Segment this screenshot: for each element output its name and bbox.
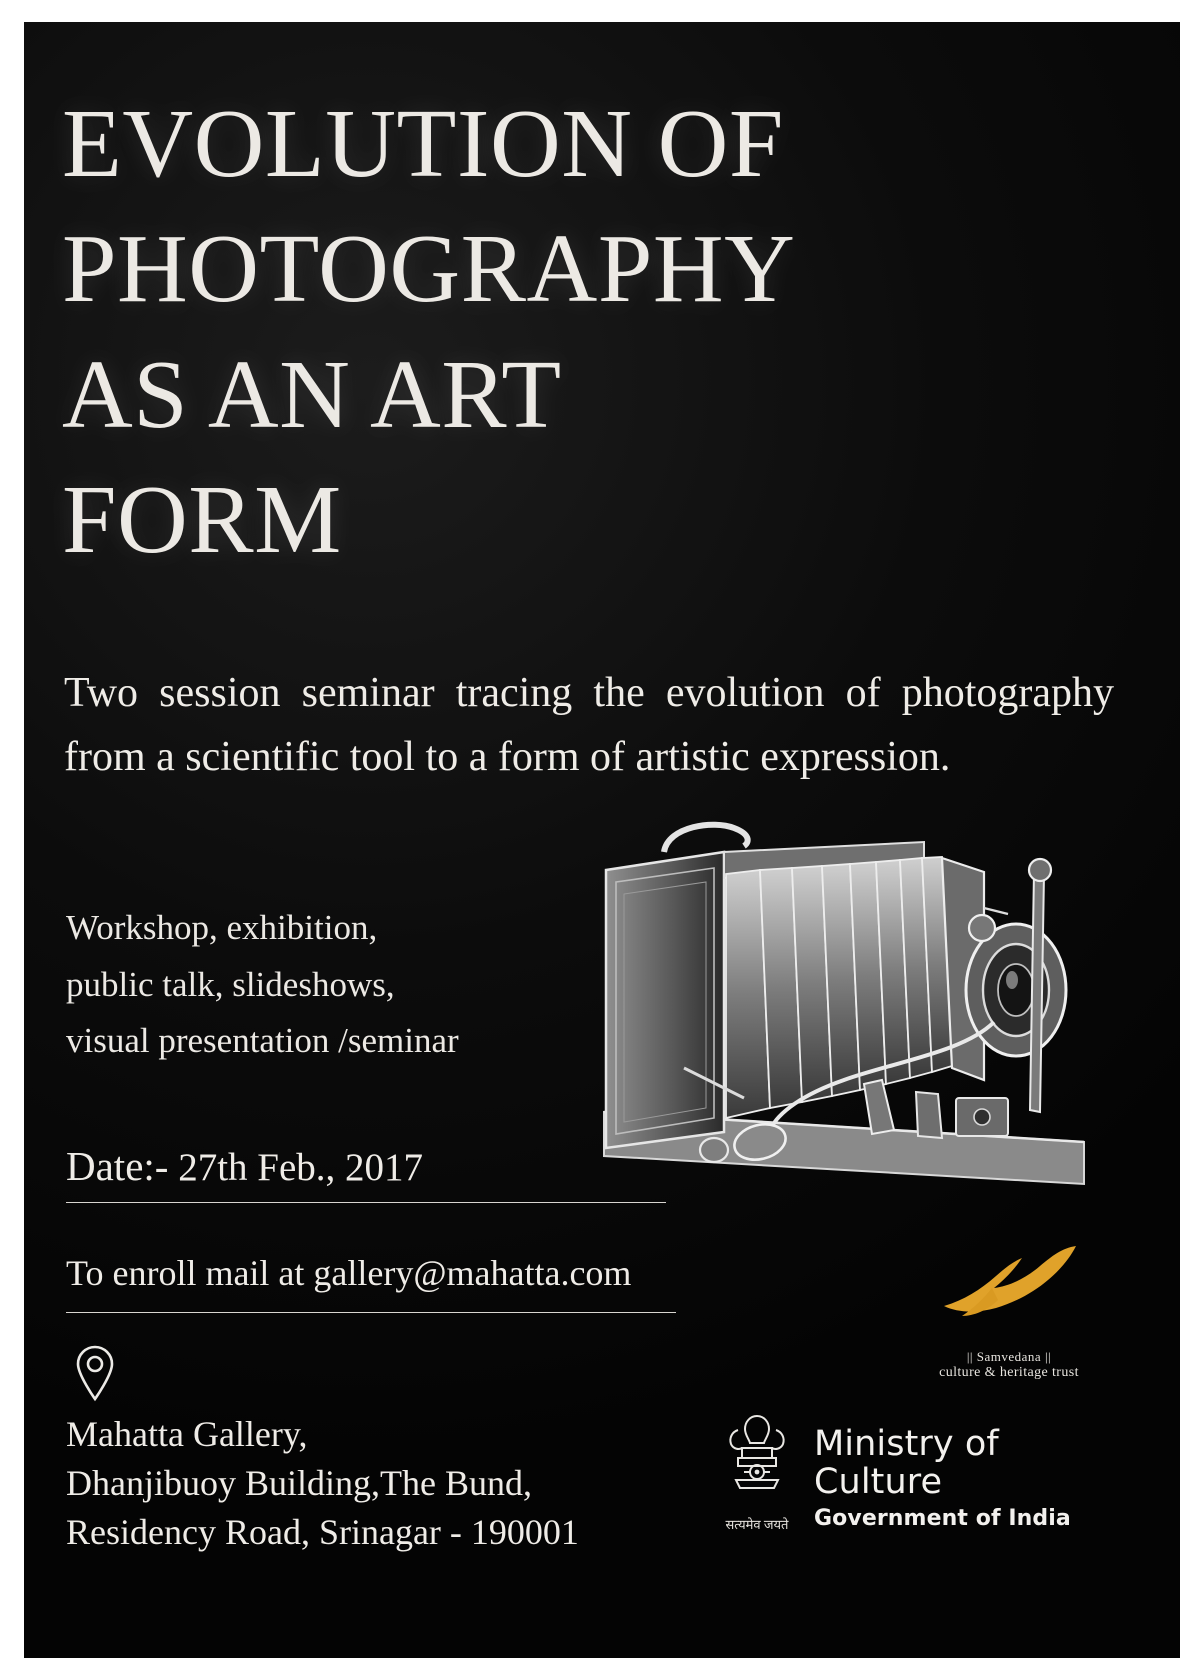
enroll-text[interactable]: To enroll mail at gallery@mahatta.com [66, 1253, 632, 1293]
page-title [62, 82, 962, 584]
map-pin-icon [74, 1344, 116, 1402]
address-line-1: Mahatta Gallery, [66, 1414, 308, 1454]
date-value: 27th Feb., 2017 [178, 1146, 424, 1189]
activities-list [66, 900, 626, 1070]
ministry-text [814, 1426, 1114, 1531]
bird-icon [934, 1240, 1084, 1340]
samvedana-caption-2: culture & heritage trust [939, 1365, 1079, 1380]
address-line-3: Residency Road, Srinagar - 190001 [66, 1511, 579, 1552]
headline-line-2: PHOTOGRAPHY [62, 215, 796, 324]
activities-line-2: public talk, slideshows, [66, 964, 395, 1004]
poster [24, 22, 1180, 1658]
date-label: Date:- [66, 1143, 169, 1189]
address-block [66, 1410, 746, 1557]
ministry-title: Ministry of Culture [814, 1424, 999, 1502]
headline-line-3: AS AN ART [62, 340, 562, 449]
vintage-bellows-camera-illustration [564, 812, 1134, 1232]
ministry-subtitle: Government of India [814, 1505, 1071, 1531]
ashoka-lion-capital-emblem [714, 1408, 800, 1532]
activities-line-1: Workshop, exhibition, [66, 908, 378, 947]
activities-line-3: visual presentation /seminar [66, 1021, 459, 1061]
samvedana-logo [929, 1240, 1089, 1381]
headline-line-4: FORM [62, 466, 342, 575]
address-line-2: Dhanjibuoy Building,The Bund, [66, 1462, 532, 1503]
samvedana-caption-1: || Samvedana || [966, 1349, 1052, 1364]
intro-paragraph: Two session seminar tracing the evolution of photography from a scientific tool to a form of artistic expression. [64, 670, 1114, 780]
headline-line-1: EVOLUTION OF [62, 90, 784, 198]
emblem-motto: सत्यमेव जयते [725, 1517, 789, 1532]
enroll-divider [66, 1312, 676, 1313]
enroll-block [66, 1252, 706, 1313]
ministry-of-culture-logo [714, 1408, 1114, 1538]
